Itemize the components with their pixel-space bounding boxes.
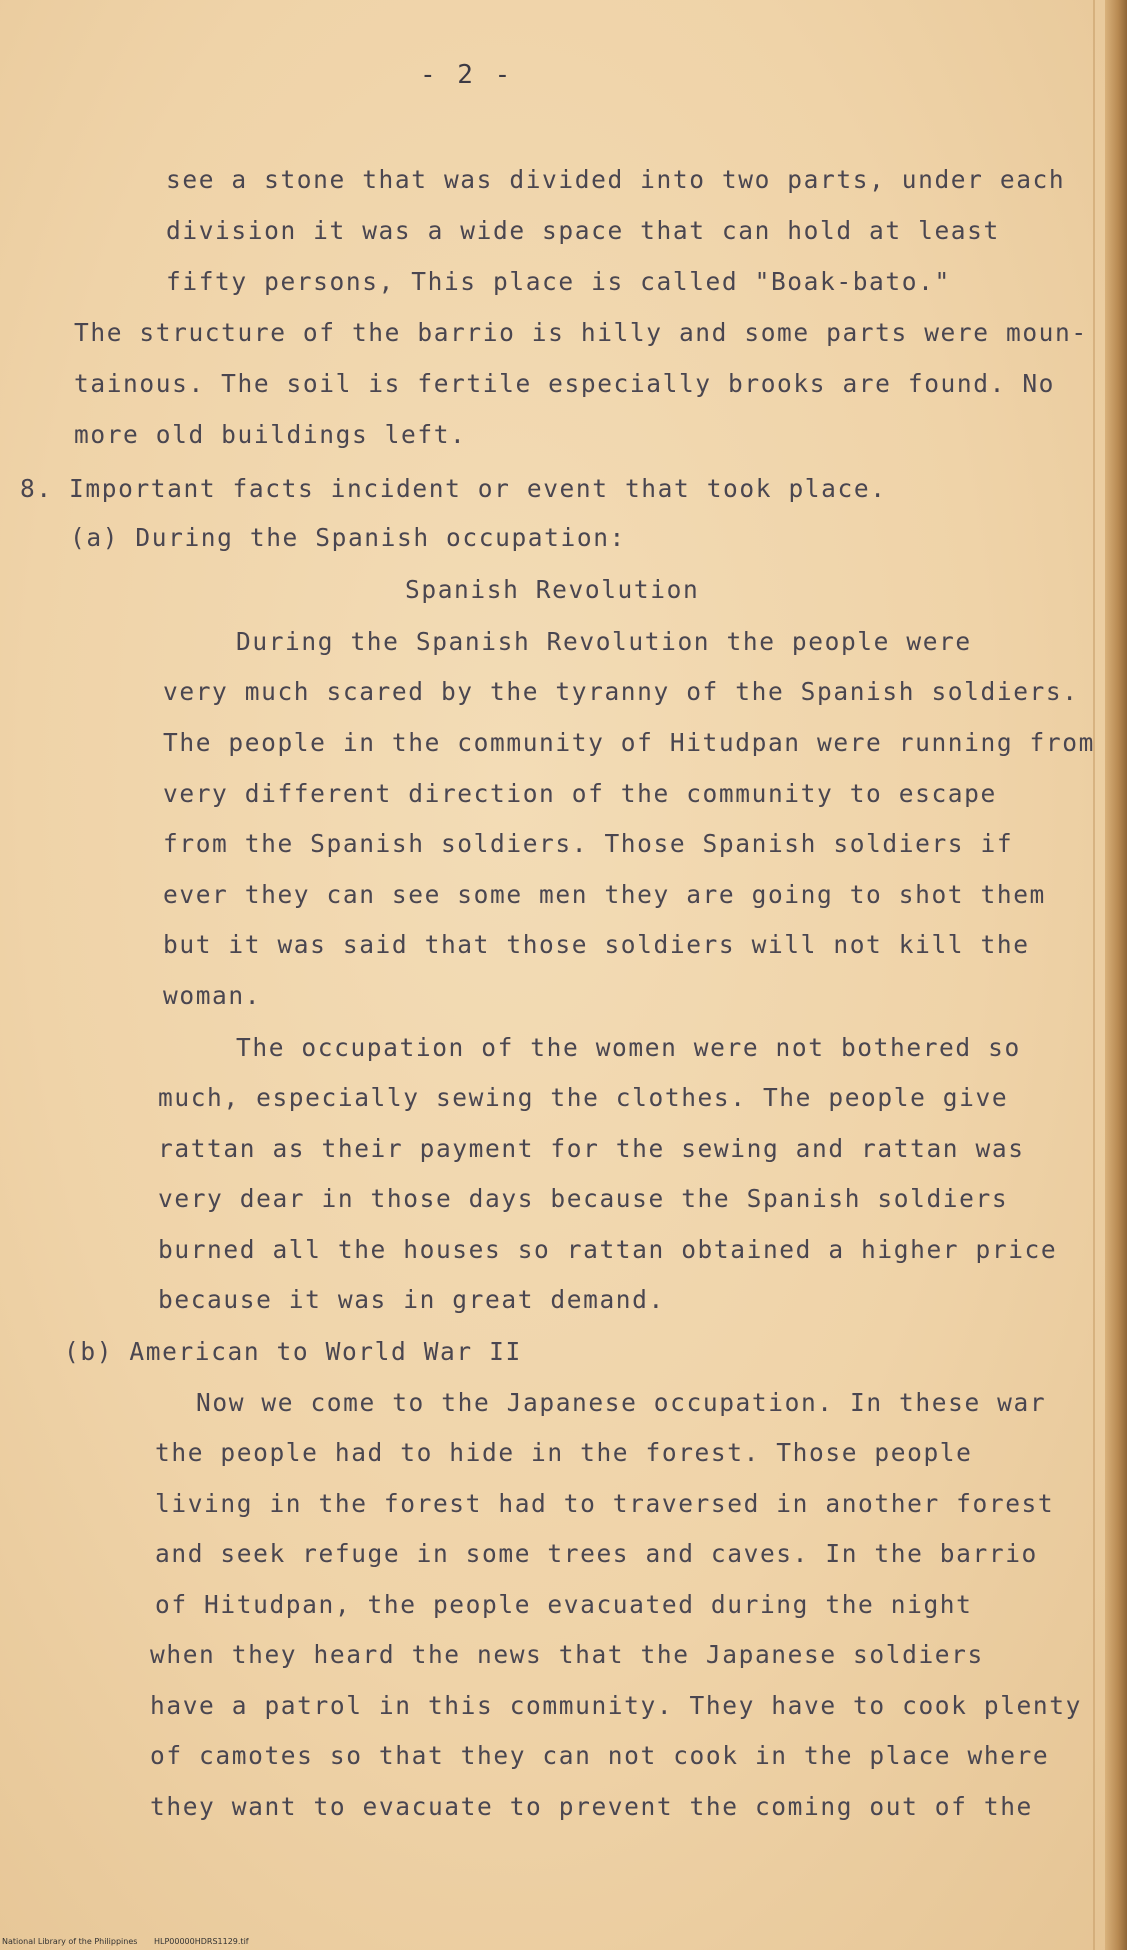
page-number: - 2 -	[420, 60, 514, 90]
text-line: but it was said that those soldiers will not kill the	[163, 930, 1030, 959]
text-line: Now we come to the Japanese occupation. In these war	[196, 1388, 1047, 1417]
text-line: they want to evacuate to prevent the coming out of the	[150, 1792, 1033, 1821]
text-line: because it was in great demand.	[158, 1285, 665, 1314]
footer-library: National Library of the Philippines	[2, 1937, 138, 1946]
text-line: rattan as their payment for the sewing and rattan was	[158, 1134, 1025, 1163]
section-heading: 8. Important facts incident or event that took place.	[20, 474, 887, 503]
subsection-heading: (a) During the Spanish occupation:	[70, 523, 626, 552]
text-line: woman.	[163, 981, 262, 1010]
text-line: when they heard the news that the Japanese soldiers	[150, 1640, 984, 1669]
text-line: of camotes so that they can not cook in the place where	[150, 1741, 1050, 1770]
footer-filename: HLP00000HDRS1129.tif	[153, 1937, 249, 1946]
text-line: burned all the houses so rattan obtained a higher price	[158, 1235, 1058, 1264]
text-line: and seek refuge in some trees and caves. In the barrio	[155, 1539, 1038, 1568]
text-line: very much scared by the tyranny of the Spanish soldiers.	[163, 677, 1079, 706]
centered-heading: Spanish Revolution	[405, 575, 700, 604]
text-line: fifty persons, This place is called "Boak-bato."	[166, 267, 951, 296]
page-binding-edge	[1105, 0, 1127, 1950]
text-line: The structure of the barrio is hilly and some parts were moun-	[74, 318, 1088, 347]
text-line: see a stone that was divided into two parts, under each	[166, 165, 1066, 194]
text-line: tainous. The soil is fertile especially brooks are found. No	[74, 369, 1056, 398]
text-line: have a patrol in this community. They have to cook plenty	[150, 1691, 1082, 1720]
text-line: living in the forest had to traversed in another forest	[155, 1489, 1055, 1518]
text-line: ever they can see some men they are going to shot them	[163, 880, 1046, 909]
text-line: much, especially sewing the clothes. The people give	[158, 1083, 1009, 1112]
text-line: from the Spanish soldiers. Those Spanish soldiers if	[163, 829, 1014, 858]
scan-footer	[2, 1937, 263, 1946]
text-line: During the Spanish Revolution the people were	[236, 627, 972, 656]
text-line: very dear in those days because the Spanish soldiers	[158, 1184, 1009, 1213]
text-line: of Hitudpan, the people evacuated during the night	[155, 1590, 973, 1619]
binding-line	[1093, 0, 1095, 1950]
text-line: The occupation of the women were not bothered so	[236, 1033, 1021, 1062]
text-line: more old buildings left.	[74, 420, 467, 449]
text-line: very different direction of the community to escape	[163, 779, 997, 808]
subsection-heading: (b) American to World War II	[64, 1337, 522, 1366]
text-line: the people had to hide in the forest. Those people	[155, 1438, 973, 1467]
text-line: division it was a wide space that can hold at least	[166, 216, 1000, 245]
text-line: The people in the community of Hitudpan were running from	[163, 728, 1095, 757]
